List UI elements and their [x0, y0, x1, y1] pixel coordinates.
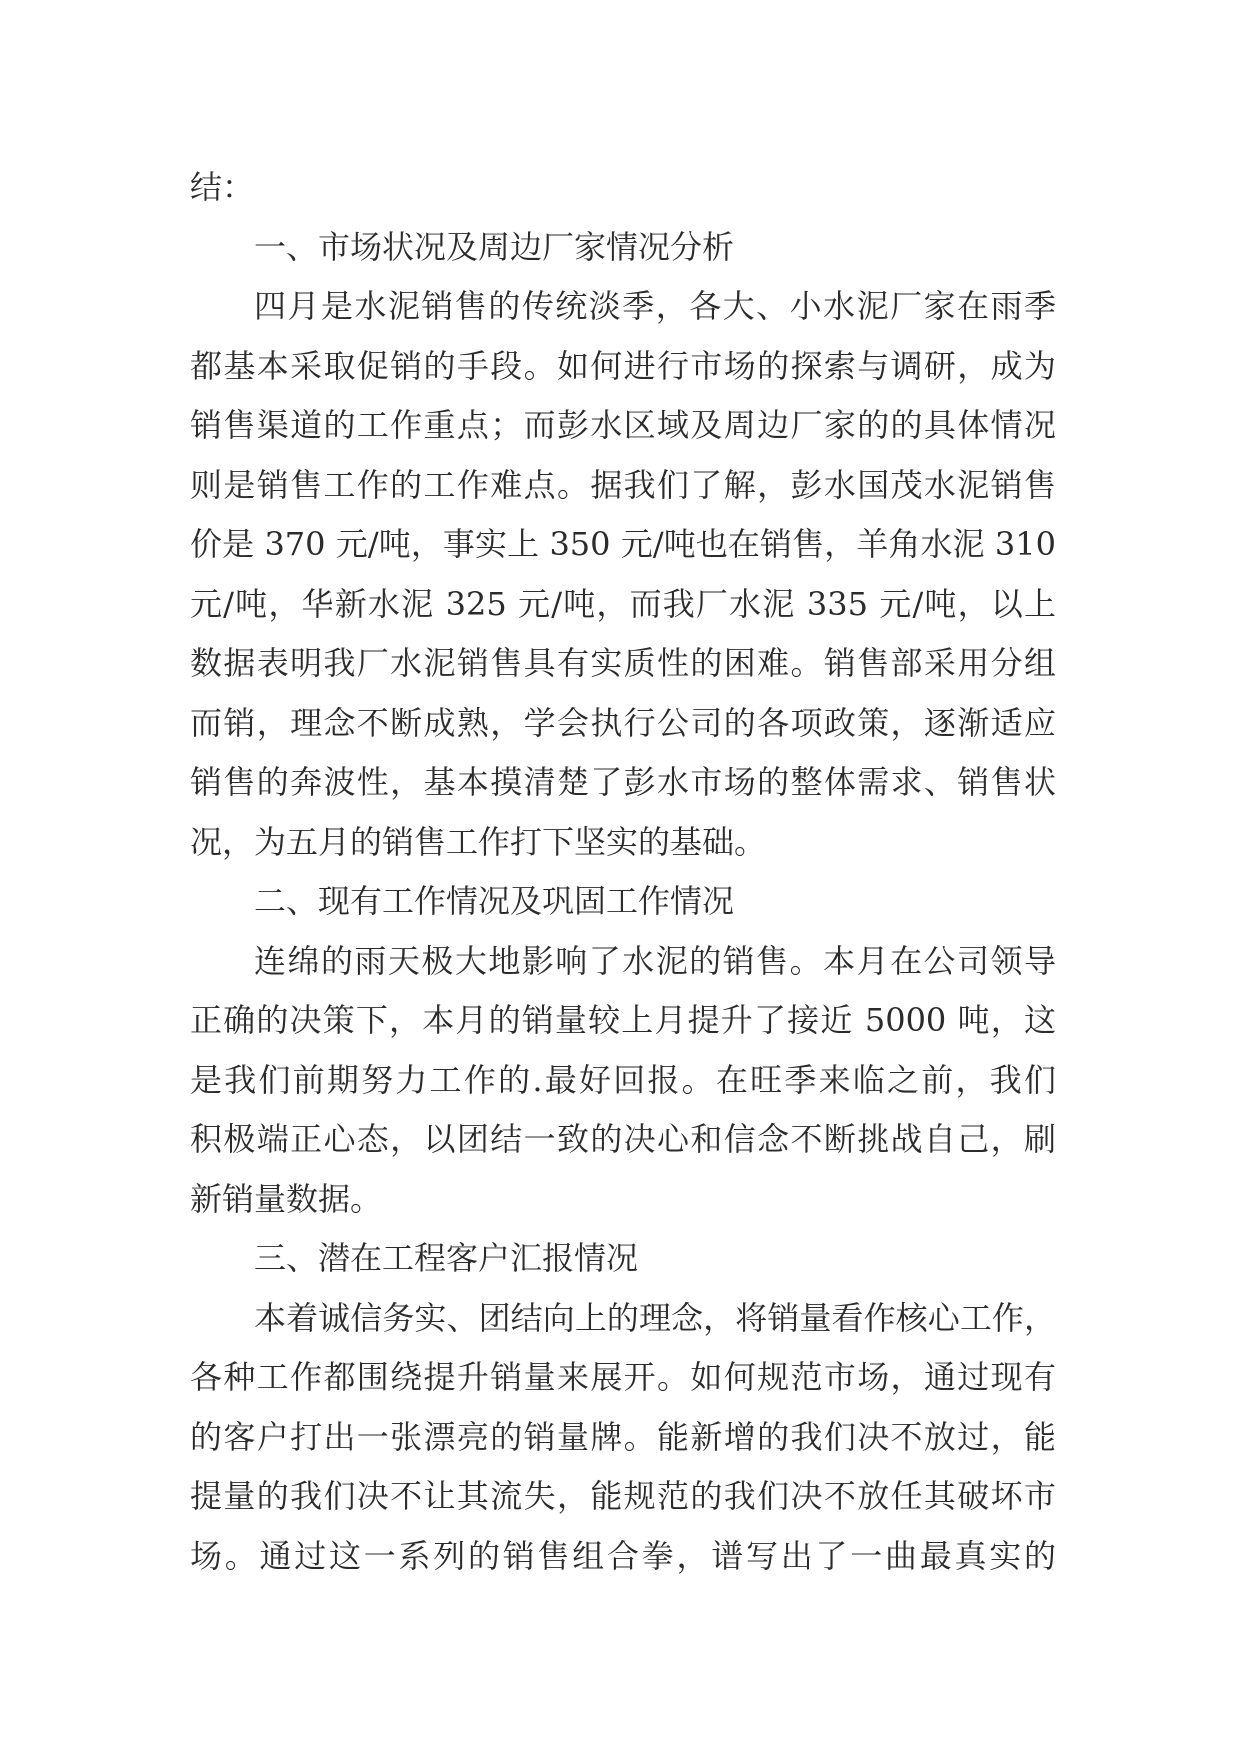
paragraph-1-line-10: 况，为五月的销售工作打下坚实的基础。	[190, 822, 767, 861]
paragraph-1-line-8: 而销，理念不断成熟，学会执行公司的各项政策，逐渐适应	[190, 703, 1056, 742]
paragraph-2-line-3: 是我们前期努力工作的.最好回报。在旺季来临之前，我们	[190, 1060, 1056, 1099]
paragraph-3-line-2: 各种工作都围绕提升销量来展开。如何规范市场，通过现有	[190, 1358, 1056, 1396]
paragraph-1-line-7: 数据表明我厂水泥销售具有实质性的困难。销售部采用分组	[190, 644, 1056, 682]
document-body	[190, 158, 1056, 1586]
paragraph-2-line-1: 连绵的雨天极大地影响了水泥的销售。本月在公司领导	[254, 941, 1056, 980]
paragraph-1-line-4: 则是销售工作的工作难点。据我们了解，彭水国茂水泥销售	[190, 465, 1056, 504]
section-heading-2: 二、现有工作情况及巩固工作情况	[254, 882, 735, 920]
paragraph-1-line-5: 价是 370 元/吨，事实上 350 元/吨也在销售，羊角水泥 310	[190, 525, 1056, 563]
paragraph-2-line-2: 正确的决策下，本月的销量较上月提升了接近 5000 吨，这	[190, 1001, 1056, 1039]
paragraph-2-line-4: 积极端正心态，以团结一致的决心和信念不断挑战自己，刷	[190, 1120, 1056, 1158]
section-heading-3: 三、潜在工程客户汇报情况	[254, 1239, 639, 1277]
text-line-continuation: 结：	[190, 168, 255, 206]
paragraph-1-line-3: 销售渠道的工作重点；而彭水区域及周边厂家的的具体情况	[190, 406, 1056, 444]
paragraph-1-line-6: 元/吨，华新水泥 325 元/吨，而我厂水泥 335 元/吨，以上	[190, 584, 1056, 623]
section-heading-1: 一、市场状况及周边厂家情况分析	[254, 227, 735, 266]
paragraph-2-line-5: 新销量数据。	[190, 1179, 383, 1218]
paragraph-3-line-1: 本着诚信务实、团结向上的理念，将销量看作核心工作，	[254, 1298, 1056, 1337]
paragraph-3-line-4: 提量的我们决不让其流失，能规范的我们决不放任其破坏市	[190, 1477, 1056, 1515]
paragraph-1-line-1: 四月是水泥销售的传统淡季，各大、小水泥厂家在雨季	[254, 287, 1056, 325]
paragraph-1-line-9: 销售的奔波性，基本摸清楚了彭水市场的整体需求、销售状	[190, 763, 1056, 801]
paragraph-3-line-3: 的客户打出一张漂亮的销量牌。能新增的我们决不放过，能	[190, 1417, 1056, 1456]
paragraph-1-line-2: 都基本采取促销的手段。如何进行市场的探索与调研，成为	[190, 346, 1056, 385]
paragraph-3-line-5: 场。通过这一系列的销售组合拳，谱写出了一曲最真实的	[190, 1536, 1056, 1575]
